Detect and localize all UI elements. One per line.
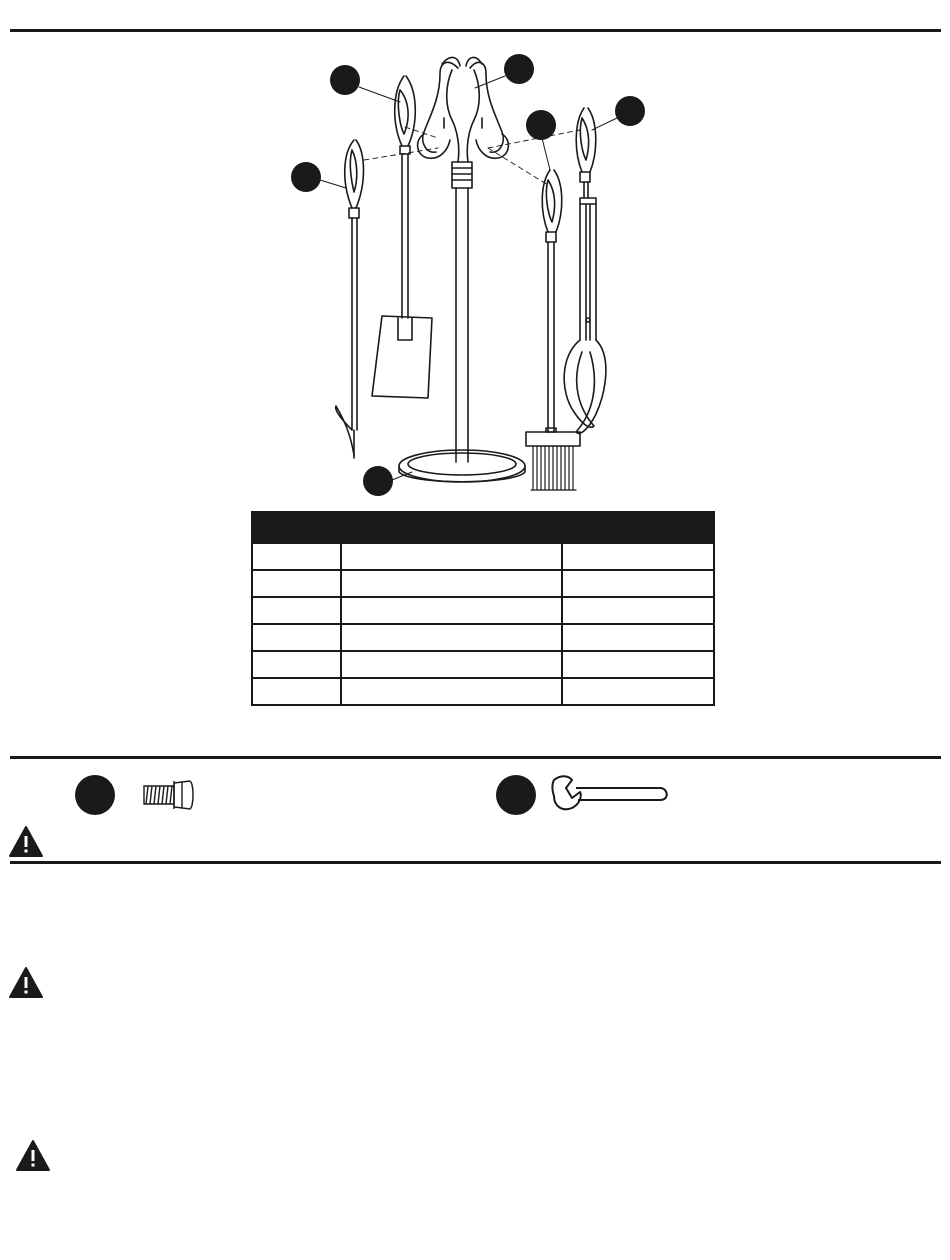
table-cell — [252, 597, 341, 624]
callout-circle — [504, 54, 534, 84]
table-cell — [341, 570, 562, 597]
brush-bristles — [531, 446, 576, 490]
table-cell — [562, 651, 714, 678]
poker — [336, 140, 364, 458]
parts-diagram — [0, 0, 950, 505]
table-cell — [341, 543, 562, 570]
callout-circle — [363, 466, 393, 496]
hardware-top-rule — [10, 756, 941, 759]
callout-circle — [330, 65, 360, 95]
shovel — [372, 76, 432, 398]
base — [399, 450, 525, 482]
table-cell — [252, 570, 341, 597]
table-cell — [341, 624, 562, 651]
hardware-callout-circle — [75, 775, 115, 815]
table-cell — [562, 597, 714, 624]
parts-table-header — [252, 512, 714, 543]
parts-table — [251, 511, 715, 706]
wrench-icon — [550, 774, 672, 814]
tool-callout-circle — [496, 775, 536, 815]
header-cell — [562, 512, 714, 543]
table-row — [252, 651, 714, 678]
table-cell — [562, 624, 714, 651]
warning-icon — [8, 825, 44, 859]
table-cell — [252, 678, 341, 705]
table-row — [252, 678, 714, 705]
callout-circle — [526, 110, 556, 140]
table-cell — [562, 543, 714, 570]
table-row — [252, 624, 714, 651]
table-row — [252, 570, 714, 597]
table-cell — [341, 678, 562, 705]
callout-circle — [615, 96, 645, 126]
warning-icon — [8, 966, 44, 1000]
callout-circle — [291, 162, 321, 192]
header-cell — [252, 512, 341, 543]
table-cell — [341, 597, 562, 624]
table-row — [252, 543, 714, 570]
center-stand — [418, 57, 509, 462]
table-row — [252, 597, 714, 624]
header-cell — [341, 512, 562, 543]
hardware-bottom-rule — [10, 861, 941, 864]
table-cell — [341, 651, 562, 678]
table-cell — [562, 678, 714, 705]
table-cell — [252, 543, 341, 570]
table-cell — [252, 624, 341, 651]
warning-icon — [15, 1139, 51, 1173]
tongs — [564, 108, 606, 433]
bolt-icon — [140, 778, 196, 812]
table-cell — [562, 570, 714, 597]
table-cell — [252, 651, 341, 678]
brush — [526, 170, 580, 446]
